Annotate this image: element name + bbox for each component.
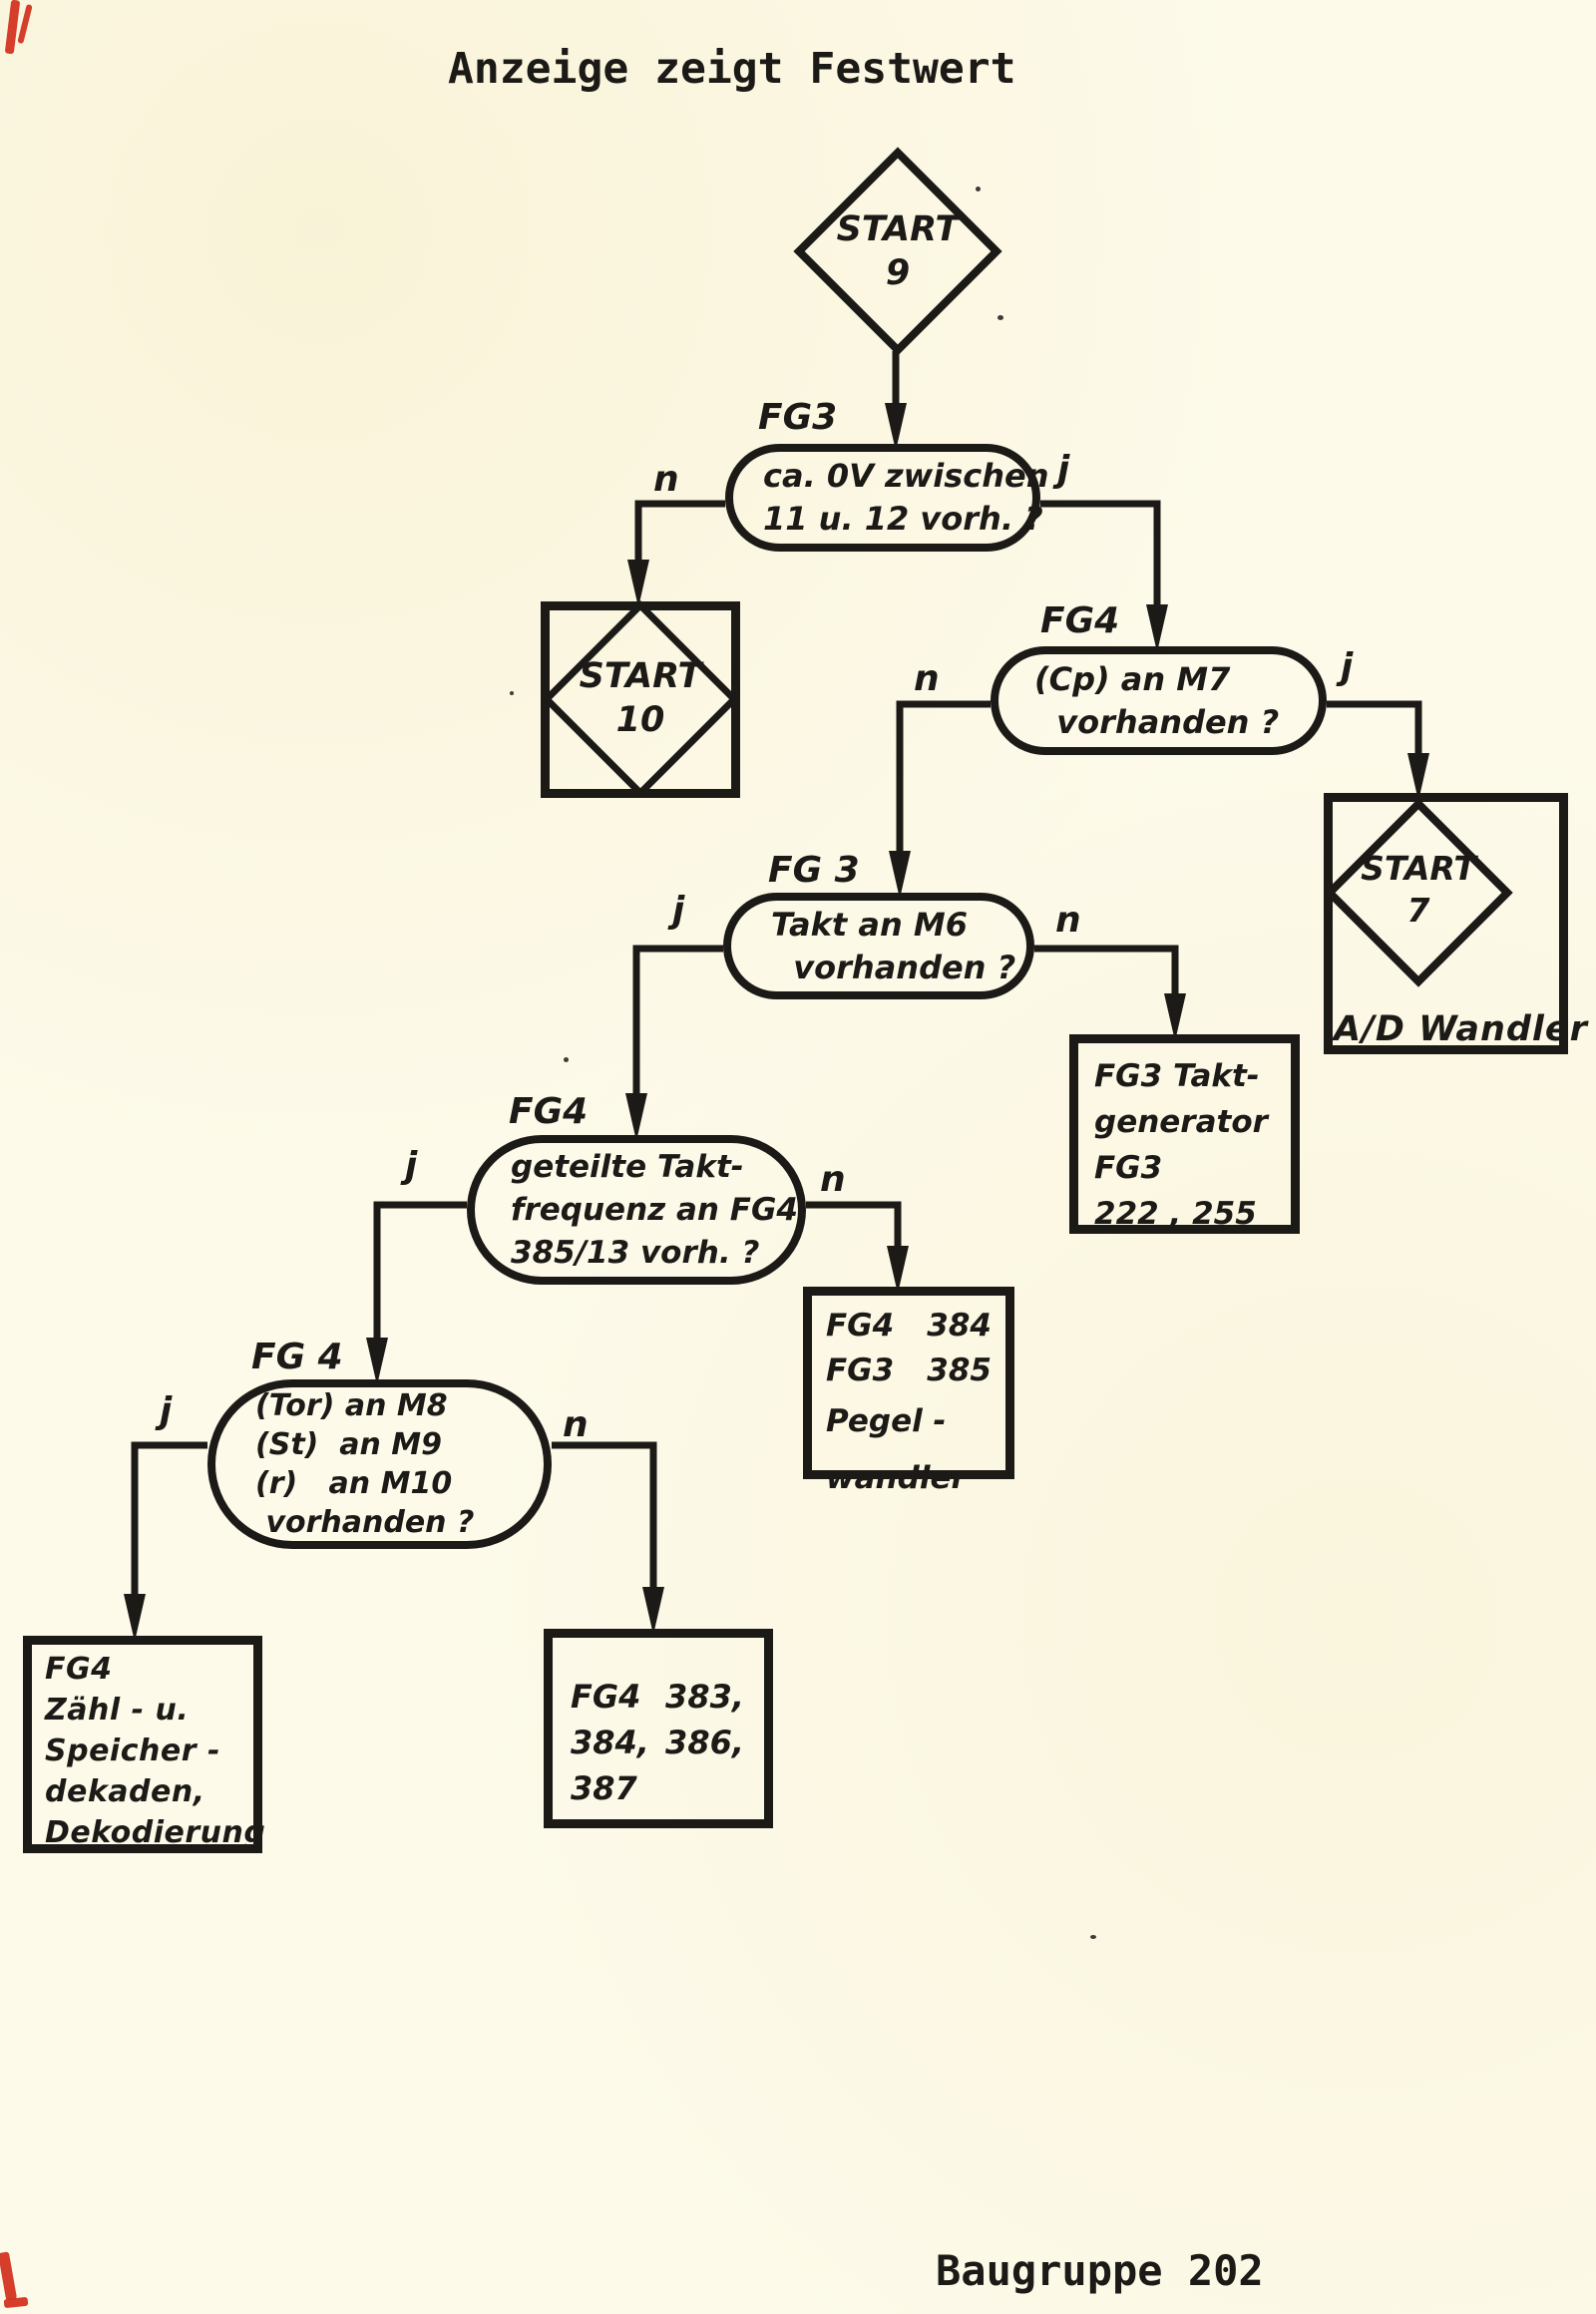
page-title: Anzeige zeigt Festwert [448,44,1016,94]
dekoder-line2: Zähl - u. [45,1693,190,1728]
tag-fg4-geteilte: FG4 [509,1091,589,1132]
edge-label-takt-n: n [1055,900,1081,941]
connector-cp-n [900,704,991,856]
connector-geteilte-j [377,1205,467,1343]
decision-geteilte-line2: frequenz an FG4 [511,1191,798,1228]
pegelwandler-r2-right: 385 [927,1352,992,1388]
start-9-label: START [836,209,960,249]
fg4nums-r3-left: 387 [571,1769,637,1807]
decision-takt [723,893,1034,999]
fg4nums-r1-right: 383, [665,1678,744,1716]
edge-label-voltage-n: n [653,459,679,500]
taktgenerator-line4: 222 , 255 [1094,1196,1257,1232]
start-7-text [1337,848,1500,932]
connector-takt-n [1034,949,1175,998]
dekoder-line4: dekaden, [45,1774,205,1809]
connector-cp-j [1327,704,1418,758]
edge-label-geteilte-n: n [820,1159,846,1200]
ink-speck [998,315,1003,320]
page-footer: Baugruppe 202 [936,2246,1264,2295]
decision-geteilte [467,1135,806,1285]
tag-fg4-cp: FG4 [1040,600,1120,641]
ink-speck [564,1057,569,1062]
pegelwandler-line3: Pegel - [826,1403,947,1439]
pegelwandler-row2 [826,1349,992,1393]
arrowhead [625,1093,647,1141]
edge-label-cp-j: j [1341,646,1354,687]
fg4nums-row2 [571,1720,744,1765]
fg4nums-r2-left: 384, [571,1724,649,1761]
fg4nums-r2-right: 386, [665,1724,744,1761]
connector-voltage-j [1040,504,1157,609]
arrowhead [627,560,649,607]
pegelwandler-r1-left: FG4 [826,1308,895,1344]
edge-label-cp-n: n [914,658,940,699]
decision-voltage-line2: 11 u. 12 vorh. ? [763,500,1043,538]
dekoder-line1: FG4 [45,1652,113,1687]
result-dekoder [23,1636,266,1853]
tag-fg3-takt: FG 3 [768,850,860,891]
taktgenerator-line3: FG3 [1094,1150,1163,1186]
ink-speck [976,187,981,192]
result-fg4-numbers [544,1629,773,1828]
decision-tor-line2: (St) an M9 [255,1427,443,1462]
connector-voltage-n [638,504,725,565]
start-10-text [559,654,722,742]
dekoder-line3: Speicher - [45,1734,220,1768]
fg4nums-r1-left: FG4 [571,1678,641,1716]
connector-tor-n [552,1445,653,1592]
decision-geteilte-line3: 385/13 vorh. ? [511,1234,760,1271]
start-10-label: START [579,656,702,696]
decision-tor [207,1379,552,1549]
arrowhead [366,1338,388,1385]
edge-label-takt-j: j [672,890,685,931]
tag-fg3-voltage: FG3 [758,397,838,438]
pegelwandler-line4: wandler [826,1460,967,1496]
start-9-text [816,207,980,295]
decision-tor-line1: (Tor) an M8 [255,1388,448,1423]
start-7-caption: A/D Wandler [1334,1009,1588,1049]
pegelwandler-row1 [826,1304,992,1349]
arrowhead [124,1594,146,1642]
decision-cp-line1: (Cp) an M7 [1034,659,1231,698]
connector-takt-j [636,949,723,1098]
decision-voltage [725,444,1049,552]
start-7-label: START [1361,849,1476,888]
ink-speck [1090,1935,1096,1939]
dekoder-line5: Dekodierung [45,1815,266,1850]
result-pegelwandler [803,1287,1014,1496]
decision-geteilte-line1: geteilte Takt- [511,1148,744,1185]
start-9-number: 9 [885,253,911,293]
decision-tor-line3: (r) an M10 [255,1466,453,1501]
arrowhead [642,1587,664,1635]
edge-label-voltage-j: j [1057,449,1070,490]
arrowhead [889,851,911,899]
connector-geteilte-n [806,1205,898,1251]
fg4nums-row1 [571,1674,744,1720]
edge-label-tor-j: j [160,1390,173,1431]
decision-cp [991,646,1327,755]
pegelwandler-r1-right: 384 [927,1308,992,1344]
decision-takt-line2: vorhanden ? [771,948,1016,986]
decision-tor-line4: vorhanden ? [255,1505,475,1540]
tag-fg4-tor: FG 4 [251,1337,343,1377]
start-7-number: 7 [1406,891,1430,930]
pegelwandler-r2-left: FG3 [826,1352,895,1388]
result-taktgenerator [1069,1034,1300,1234]
edge-label-geteilte-j: j [405,1145,418,1186]
edge-label-tor-n: n [563,1404,589,1445]
taktgenerator-line2: generator [1094,1104,1268,1140]
ink-speck [510,691,514,695]
taktgenerator-line1: FG3 Takt- [1094,1058,1260,1094]
decision-voltage-line1: ca. 0V zwischen [763,457,1049,495]
decision-cp-line2: vorhanden ? [1034,702,1280,741]
start-10-number: 10 [615,700,665,740]
decision-takt-line1: Takt an M6 [771,905,968,944]
arrowhead [1146,604,1168,652]
connector-tor-j [135,1445,207,1599]
